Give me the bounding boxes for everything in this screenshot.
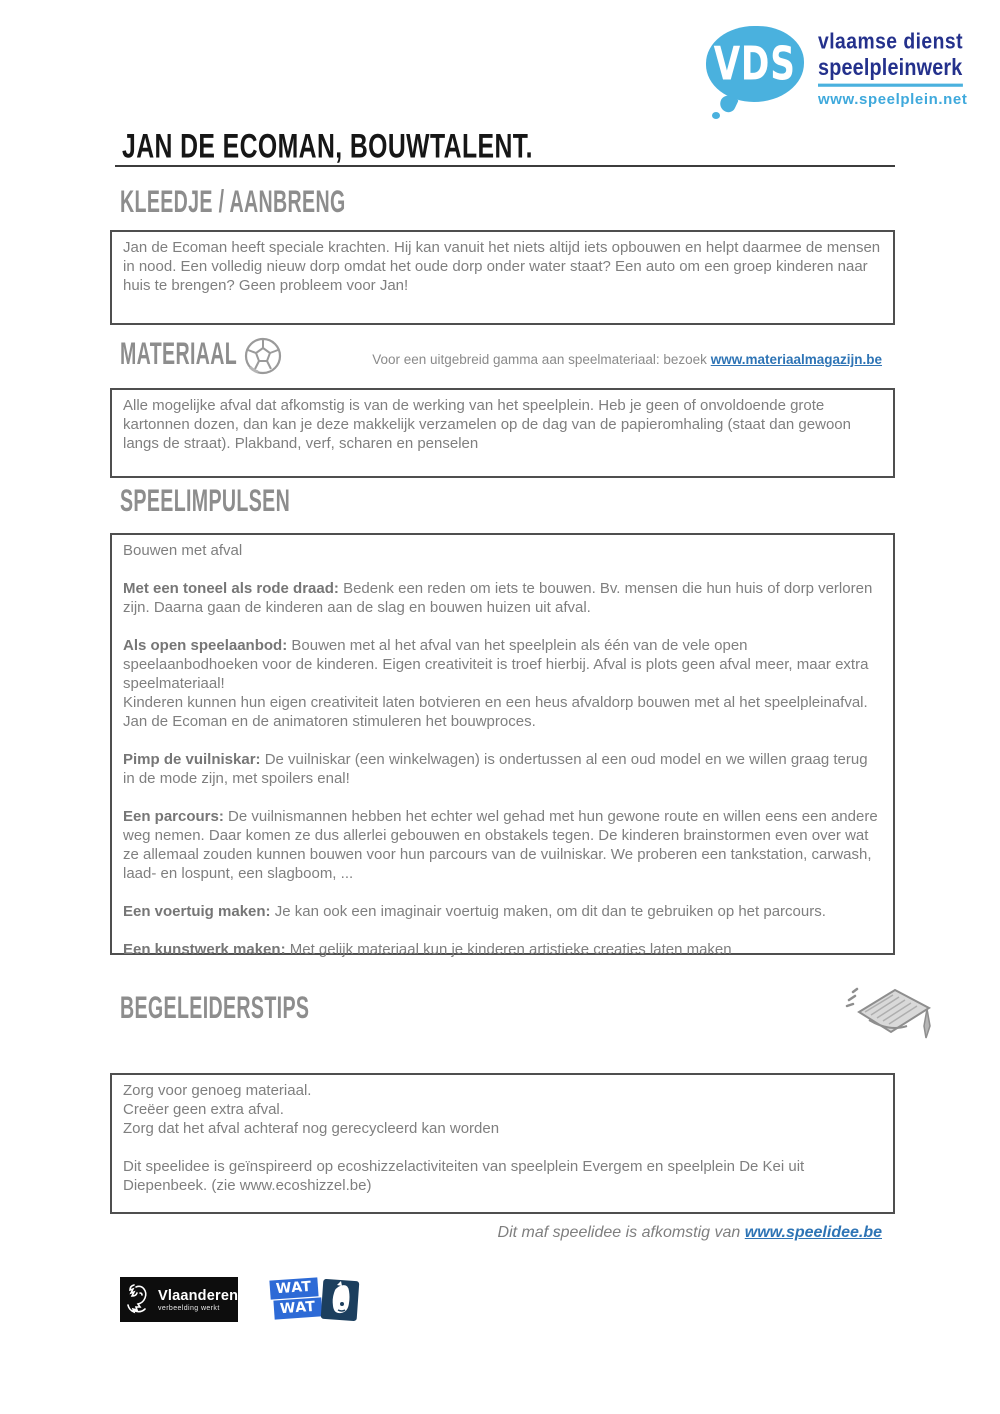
- begeleiderstips-box: [110, 1073, 895, 1214]
- watwat-owl-icon: [320, 1277, 360, 1323]
- watwat-logo: [268, 1276, 360, 1328]
- materiaal-note-text: Voor een uitgebreid gamma aan speelmateriaal: bezoek: [372, 352, 707, 367]
- speelplein-net-link[interactable]: www.speelplein.net: [818, 91, 968, 108]
- vlaanderen-logo: [120, 1277, 238, 1322]
- section-heading-materiaal: MATERIAAL: [120, 336, 238, 371]
- speelimpuls-item: Een voertuig maken: Je kan ook een imaginair voertuig maken, om dit dan te gebruiken op het parcours.: [123, 903, 826, 920]
- vds-org-name-line1: vlaamse dienst: [818, 29, 963, 54]
- credit-text: Dit speelidee is geïnspireerd op ecoshizzelactiviteiten van speelplein Evergem en speelplein De Kei uit Diepenbeek. (zie www.ecoshizzel.be): [123, 1158, 805, 1194]
- materiaal-box: [110, 388, 895, 478]
- vlaanderen-logo-title: Vlaanderen: [158, 1287, 239, 1304]
- kleedje-box: [110, 230, 895, 325]
- tip-line: Creëer geen extra afval.: [123, 1101, 284, 1118]
- vds-speech-bubble: [706, 26, 804, 102]
- speelimpuls-item: Een kunstwerk maken: Met gelijk materiaal kun je kinderen artistieke creaties laten maken: [123, 941, 732, 958]
- materiaalmagazijn-link[interactable]: www.materiaalmagazijn.be: [710, 352, 882, 367]
- tip-line: Zorg voor genoeg materiaal.: [123, 1082, 312, 1099]
- vds-org-name-line2: speelpleinwerk: [818, 54, 962, 87]
- section-heading-speelimpulsen: SPEELIMPULSEN: [120, 483, 291, 518]
- materiaal-text: Alle mogelijke afval dat afkomstig is van de werking van het speelplein. Heb je geen of onvoldoende grote kartonnen dozen, dan kan je deze makkelijk verzamelen op de dag van de papieromhaling (staat dan gewoon langs de straat). Plakband, verf, scharen en penselen: [123, 397, 851, 452]
- page-title: JAN DE ECOMAN, BOUWTALENT.: [122, 126, 533, 166]
- vlaanderen-logo-subtitle: verbeelding werkt: [158, 1304, 220, 1312]
- speelidee-link[interactable]: www.speelidee.be: [744, 1224, 882, 1241]
- tip-line: Zorg dat het afval achteraf nog gerecycleerd kan worden: [123, 1120, 500, 1137]
- speelimpulsen-box: [110, 533, 895, 958]
- speelimpuls-item: Een parcours: De vuilnismannen hebben het echter wel gehad met hun gewone route en willen eens een andere weg nemen. Daar komen ze dus allerlei gebouwen en obstakels tegen. De kinderen brainstormen even over wat ze allemaal zouden kunnen bouwen voor hun parcours van de vuilniskar. We proberen een tankstation, carwash, laad- en lospunt, een slagboom, ...: [123, 808, 878, 882]
- vds-logo-text: VDS: [713, 37, 797, 91]
- speech-bubble-dot: [712, 112, 720, 119]
- graduation-cap-icon: [843, 982, 935, 1044]
- title-divider: [115, 165, 895, 167]
- footer-attribution: [110, 1224, 882, 1242]
- flemish-lion-icon: [120, 1277, 156, 1322]
- kleedje-text: Jan de Ecoman heeft speciale krachten. Hij kan vanuit het niets altijd iets opbouwen en helpt daarmee de mensen in nood. Een volledig nieuw dorp omdat het oude dorp onder water staat? Een auto om een groep kinderen naar huis te brengen? Geen probleem voor Jan!: [123, 239, 881, 294]
- section-heading-begeleiderstips: BEGELEIDERSTIPS: [120, 990, 310, 1025]
- watwat-word1: WAT: [269, 1277, 318, 1299]
- speelimpulsen-intro: Bouwen met afval: [123, 542, 243, 559]
- section-heading-kleedje: KLEEDJE / AANBRENG: [120, 184, 346, 219]
- watwat-word2: WAT: [273, 1297, 322, 1319]
- vds-logo: [706, 24, 986, 120]
- speelimpuls-item: Met een toneel als rode draad: Bedenk een reden om iets te bouwen. Bv. mensen die hun huis of dorp verloren zijn. Daarna gaan de kinderen aan de slag en bouwen huizen uit afval.: [123, 580, 873, 616]
- speelimpuls-item: Pimp de vuilniskar: De vuilniskar (een winkelwagen) is ondertussen al een oud model en we willen graag terug in de mode zijn, met spoilers enal!: [123, 751, 868, 787]
- speelimpuls-item: Als open speelaanbod: Bouwen met al het afval van het speelplein als één van de vele open speelaanbodhoeken voor de kinderen. Eigen creativiteit is troef hierbij. Afval is plots geen afval meer, maar extra speelmateriaal! Kinderen kunnen hun eigen creativiteit laten botvieren en een heus afvaldorp bouwen met al het speelpleinafval. Jan de Ecoman en de animatoren stimuleren het bouwproces.: [123, 637, 869, 730]
- footer-text: Dit maf speelidee is afkomstig van: [497, 1224, 741, 1241]
